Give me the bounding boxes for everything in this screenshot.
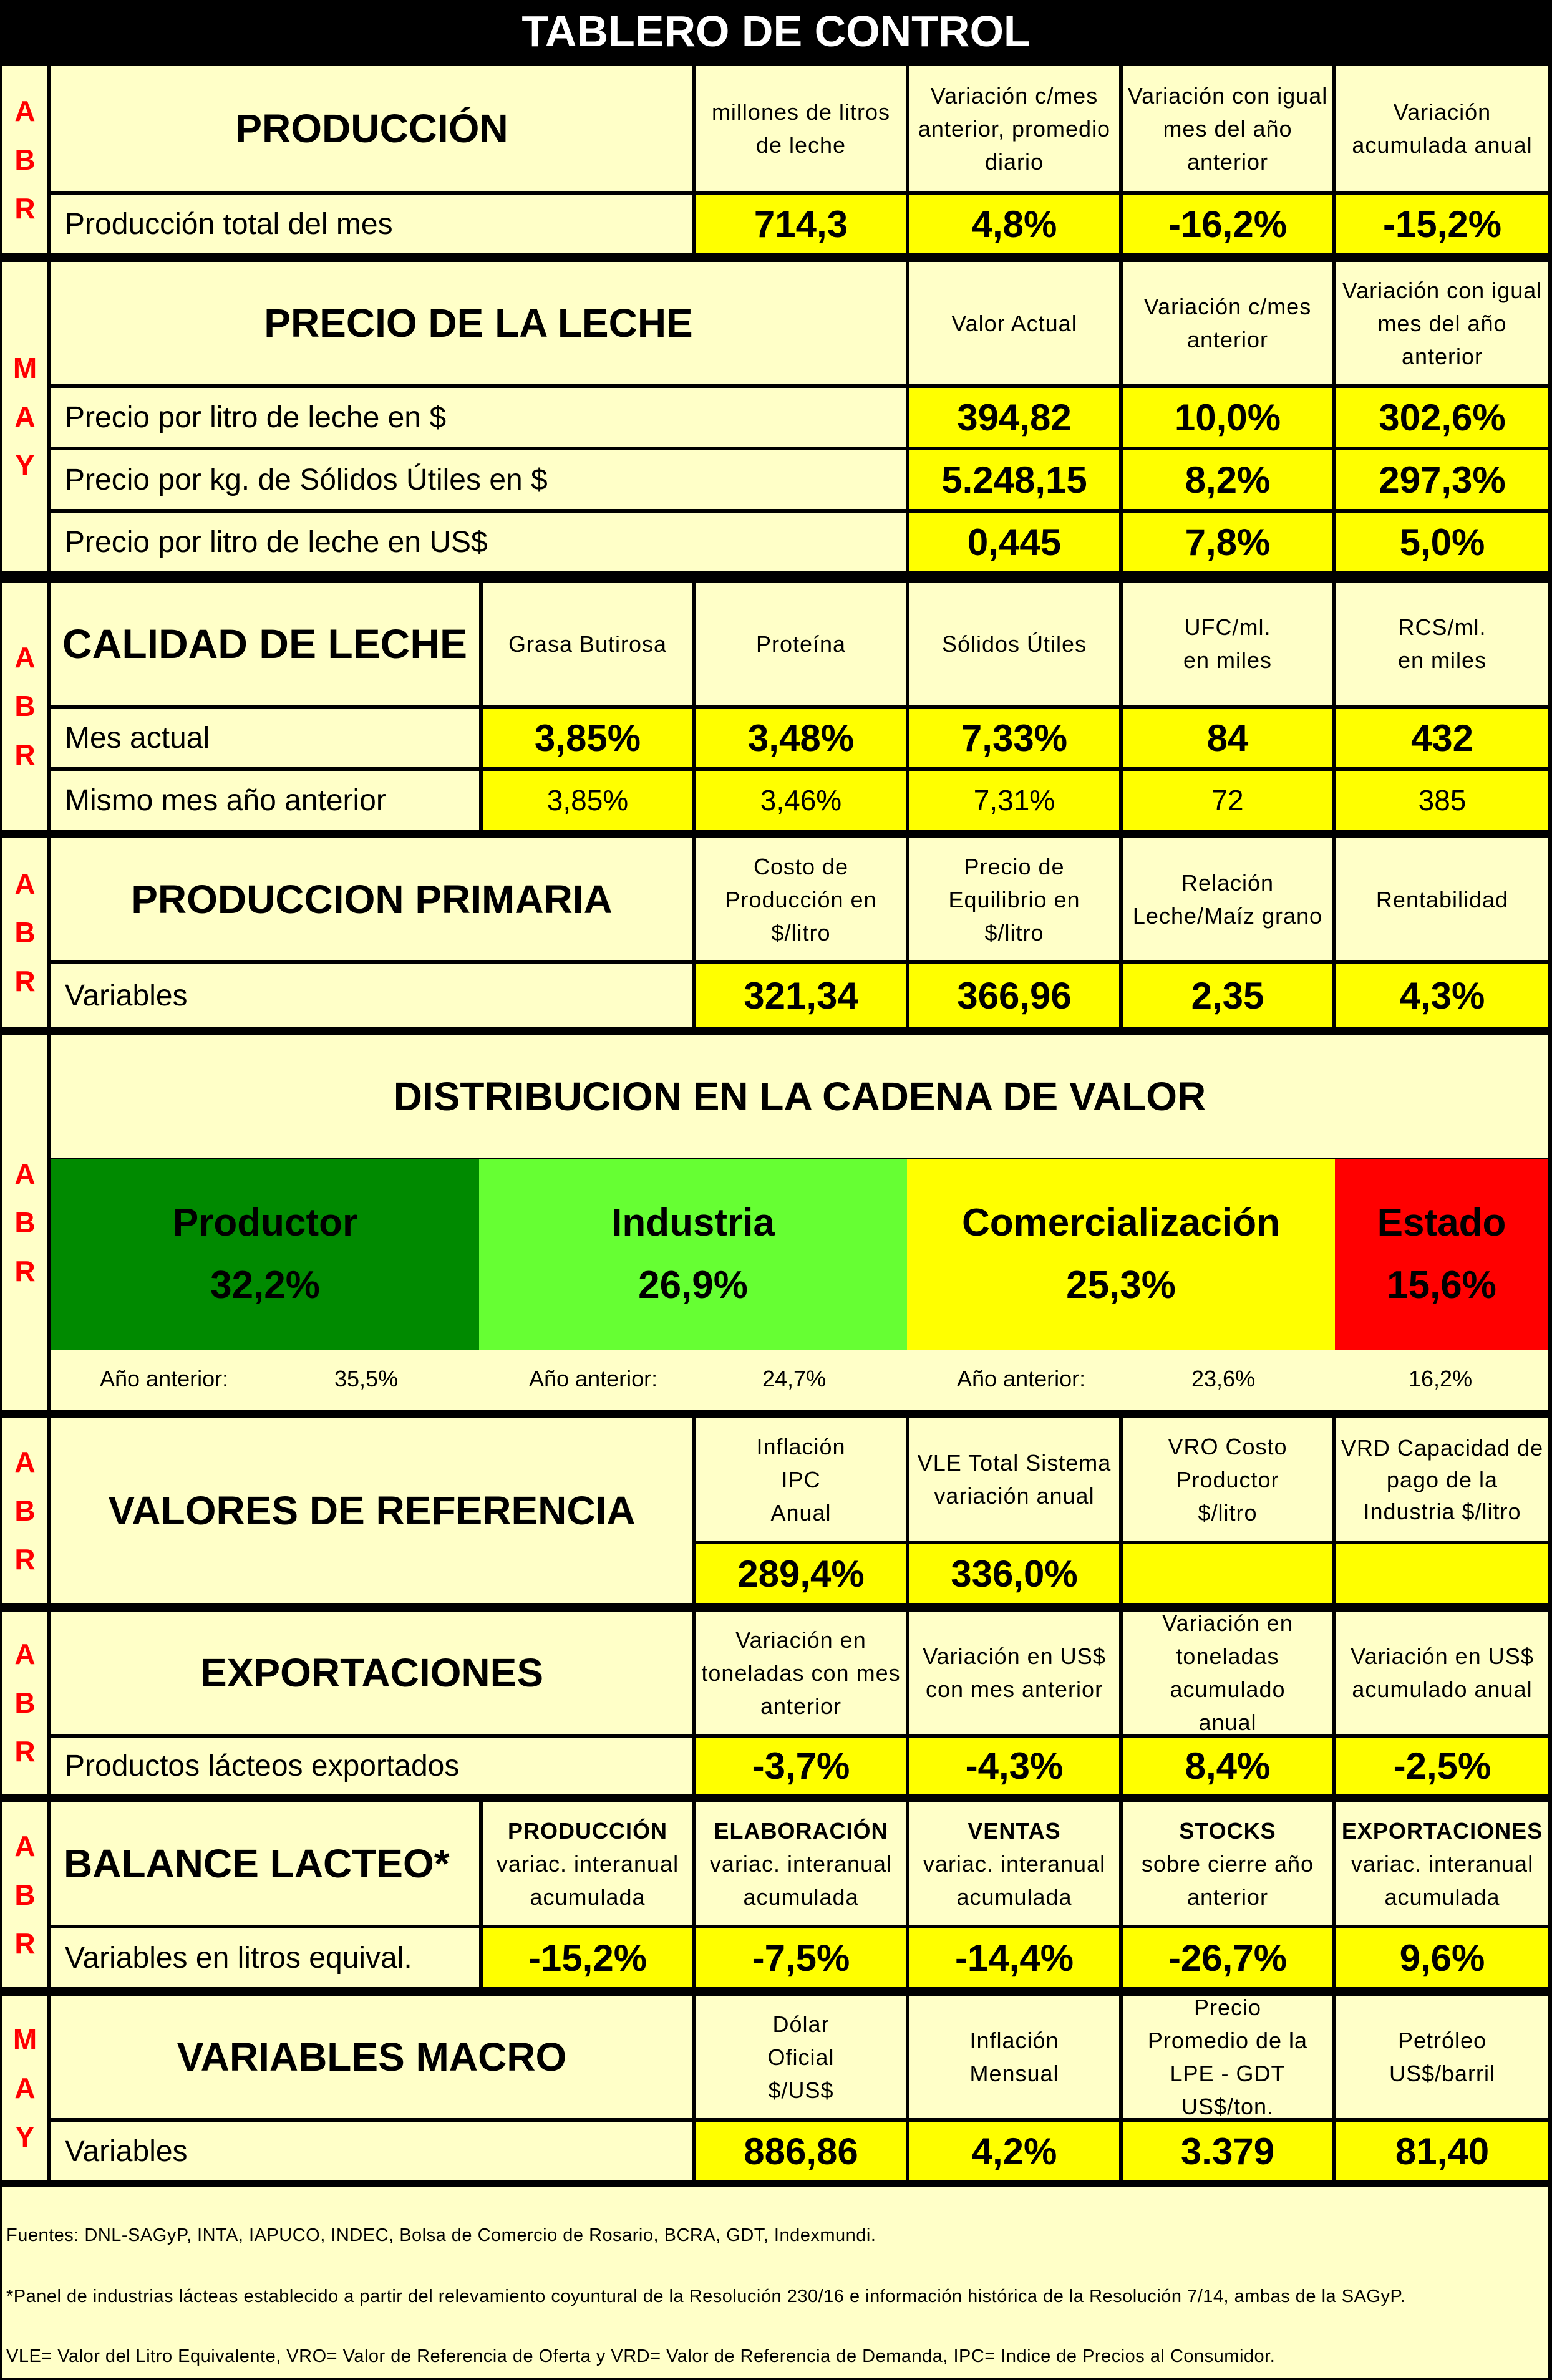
month-indicator-primaria [2,838,47,1027]
month-letter: R [14,965,36,997]
header-cell: Valor Actual [909,262,1119,384]
value-cell: 3.379 [1123,2122,1332,2180]
value-cell: 3,46% [696,771,906,830]
value-cell: 3,85% [483,771,692,830]
month-letter: Y [15,2121,35,2153]
header-rest: variac. interanual acumulada [923,1850,1106,1910]
value-cell: 394,82 [909,388,1119,447]
section-title-balance: BALANCE LACTEO* [51,1802,479,1925]
value-cell: -15,2% [483,1928,692,1987]
footer-note: *Panel de industrias lácteas establecido a partir del relevamiento coyuntural de la Resolución 230/16 e información histórica de la Resolución 7/14, ambas de la SAGyP. [6,2286,1406,2306]
value-cell: 302,6% [1336,388,1548,447]
header-cell: Costo de Producción en $/litro [696,838,906,960]
value-cell: 385 [1336,771,1548,830]
month-indicator-distribucion [2,1035,47,1410]
segment-value: 26,9% [638,1264,748,1307]
month-letter: A [14,1158,36,1190]
value-cell: 0,445 [909,513,1119,571]
month-indicator-calidad [2,583,47,830]
month-letter: Y [15,449,35,481]
segment-name: Productor [172,1201,358,1244]
month-letter: A [14,868,36,900]
header-cell [483,1802,692,1925]
header-cell: RCS/ml. en miles [1336,583,1548,705]
value-cell [1123,1544,1332,1603]
header-cell: UFC/ml. en miles [1123,583,1332,705]
month-indicator-exportaciones [2,1612,47,1794]
section-title-calidad: CALIDAD DE LECHE [51,583,479,705]
row-label: Precio por kg. de Sólidos Útiles en $ [51,450,906,509]
header-bold: VENTAS [968,1817,1061,1844]
value-cell: -3,7% [696,1738,906,1794]
row-label: Producción total del mes [51,195,692,253]
value-cell: 7,31% [909,771,1119,830]
header-cell: Proteína [696,583,906,705]
previous-year-value: 35,5% [334,1366,399,1391]
value-cell: 336,0% [909,1544,1119,1603]
month-letter: R [14,738,36,771]
header-cell: Variación con igual mes del año anterior [1336,262,1548,384]
value-cell: 3,85% [483,709,692,767]
header-cell: Variación con igual mes del año anterior [1123,66,1332,191]
section-title-primaria: PRODUCCION PRIMARIA [51,838,692,960]
row-label: Variables [51,2122,692,2180]
month-letter: A [14,2072,36,2104]
previous-year-label: Año anterior: [100,1366,229,1391]
value-cell [1336,1544,1548,1603]
header-rest: variac. interanual acumulada [1351,1850,1534,1910]
previous-year-value: 24,7% [762,1366,827,1391]
value-cell: 2,35 [1123,964,1332,1027]
month-letter: A [14,400,36,433]
value-cell: 7,33% [909,709,1119,767]
value-cell: 4,8% [909,195,1119,253]
value-cell: 72 [1123,771,1332,830]
row-label: Mismo mes año anterior [51,771,479,830]
segment-value: 25,3% [1066,1264,1176,1307]
header-cell: Variación acumulada anual [1336,66,1548,191]
value-cell: 366,96 [909,964,1119,1027]
header-rest: sobre cierre año anterior [1141,1850,1314,1910]
row-label: Productos lácteos exportados [51,1738,692,1794]
header-cell: Precio Promedio de la LPE - GDT US$/ton. [1123,1996,1332,2118]
header-cell: Dólar Oficial $/US$ [696,1996,906,2118]
header-cell: VRO Costo Productor $/litro [1123,1418,1332,1541]
value-cell: 297,3% [1336,450,1548,509]
header-rest: variac. interanual acumulada [496,1850,679,1910]
header-cell [1123,1802,1332,1925]
header-cell: Variación en toneladas acumulado anual [1123,1612,1332,1734]
section-title-produccion: PRODUCCIÓN [51,66,692,191]
month-letter: A [14,1638,36,1670]
header-cell: Rentabilidad [1336,838,1548,960]
month-indicator-produccion [2,66,47,253]
value-cell: -14,4% [909,1928,1119,1987]
segment-value: 32,2% [210,1264,320,1307]
header-cell: Variación en US$ con mes anterior [909,1612,1119,1734]
previous-year-value: 23,6% [1191,1366,1256,1391]
value-cell: 714,3 [696,195,906,253]
segment-productor [51,1159,479,1350]
value-cell: -4,3% [909,1738,1119,1794]
value-cell: 5,0% [1336,513,1548,571]
value-cell: -16,2% [1123,195,1332,253]
header-cell [1336,1802,1548,1925]
section-title-distribucion: DISTRIBUCION EN LA CADENA DE VALOR [51,1035,1548,1158]
month-letter: B [14,1494,36,1527]
value-cell: -2,5% [1336,1738,1548,1794]
header-cell: Variación en toneladas con mes anterior [696,1612,906,1734]
header-rest: variac. interanual acumulada [709,1850,893,1910]
header-cell: Sólidos Útiles [909,583,1119,705]
month-letter: A [14,1830,36,1862]
header-cell: Precio de Equilibrio en $/litro [909,838,1119,960]
section-title-precio: PRECIO DE LA LECHE [51,262,906,384]
header-cell: Inflación IPC Anual [696,1418,906,1541]
month-letter: B [14,1686,36,1719]
value-cell: 3,48% [696,709,906,767]
month-letter: R [14,1735,36,1768]
month-letter: A [14,95,36,127]
header-bold: STOCKS [1179,1817,1276,1844]
header-cell: Variación c/mes anterior [1123,262,1332,384]
row-label: Variables en litros equival. [51,1928,479,1987]
month-letter: A [14,641,36,674]
value-cell: -26,7% [1123,1928,1332,1987]
value-cell: 4,2% [909,2122,1119,2180]
month-letter: M [12,352,37,384]
value-cell: -7,5% [696,1928,906,1987]
month-indicator-macro [2,1996,47,2180]
value-cell: 4,3% [1336,964,1548,1027]
header-cell: VRD Capacidad de pago de la Industria $/litro [1336,1418,1548,1541]
value-cell: 886,86 [696,2122,906,2180]
month-letter: B [14,1206,36,1239]
value-cell: 432 [1336,709,1548,767]
segment-comercializacion [907,1159,1335,1350]
month-letter: R [14,1543,36,1575]
month-indicator-balance [2,1802,47,1987]
previous-year-label: Año anterior: [529,1366,658,1391]
segment-name: Estado [1377,1201,1506,1244]
value-cell: 9,6% [1336,1928,1548,1987]
value-cell: 81,40 [1336,2122,1548,2180]
value-cell: 84 [1123,709,1332,767]
month-indicator-precio [2,262,47,571]
header-cell: Variación en US$ acumulado anual [1336,1612,1548,1734]
header-cell [909,1802,1119,1925]
value-cell: 8,2% [1123,450,1332,509]
month-letter: A [14,1446,36,1478]
footer-sources: Fuentes: DNL-SAGyP, INTA, IAPUCO, INDEC, Bolsa de Comercio de Rosario, BCRA, GDT, Indexmundi. [6,2225,876,2245]
month-indicator-referencia [2,1418,47,1603]
header-cell: millones de litros de leche [696,66,906,191]
segment-name: Comercialización [962,1201,1280,1244]
previous-year-label: Año anterior: [957,1366,1086,1391]
header-cell [696,1802,906,1925]
header-cell: Petróleo US$/barril [1336,1996,1548,2118]
month-letter: B [14,690,36,722]
value-cell: 10,0% [1123,388,1332,447]
month-letter: R [14,192,36,225]
segment-value: 15,6% [1387,1264,1496,1307]
segment-name: Industria [611,1201,775,1244]
row-label: Precio por litro de leche en US$ [51,513,906,571]
header-bold: ELABORACIÓN [714,1817,888,1844]
value-cell: 321,34 [696,964,906,1027]
section-title-macro: VARIABLES MACRO [51,1996,692,2118]
section-title-referencia: VALORES DE REFERENCIA [51,1418,692,1603]
month-letter: R [14,1927,36,1960]
header-cell: Relación Leche/Maíz grano [1123,838,1332,960]
month-letter: B [14,143,36,176]
row-label: Precio por litro de leche en $ [51,388,906,447]
month-letter: B [14,916,36,949]
section-title-exportaciones: EXPORTACIONES [51,1612,692,1734]
header-cell: VLE Total Sistema variación anual [909,1418,1119,1541]
header-bold: EXPORTACIONES [1341,1817,1543,1844]
value-cell: -15,2% [1336,195,1548,253]
header-cell: Variación c/mes anterior, promedio diario [909,66,1119,191]
footer-glossary: VLE= Valor del Litro Equivalente, VRO= Valor de Referencia de Oferta y VRD= Valor de Referencia de Demanda, IPC= Indice de Precios al Consumidor. [6,2346,1276,2366]
page-title: TABLERO DE CONTROL [521,7,1031,56]
header-cell: Grasa Butirosa [483,583,692,705]
value-cell: 7,8% [1123,513,1332,571]
header-bold: PRODUCCIÓN [507,1817,667,1844]
month-letter: R [14,1255,36,1287]
value-cell: 5.248,15 [909,450,1119,509]
segment-industria [479,1159,907,1350]
header-cell: Inflación Mensual [909,1996,1119,2118]
row-label: Variables [51,964,692,1027]
value-cell: 289,4% [696,1544,906,1603]
segment-estado [1335,1159,1548,1350]
value-cell: 8,4% [1123,1738,1332,1794]
previous-year-value: 16,2% [1409,1366,1473,1391]
month-letter: B [14,1879,36,1911]
month-letter: M [12,2023,37,2056]
row-label: Mes actual [51,709,479,767]
